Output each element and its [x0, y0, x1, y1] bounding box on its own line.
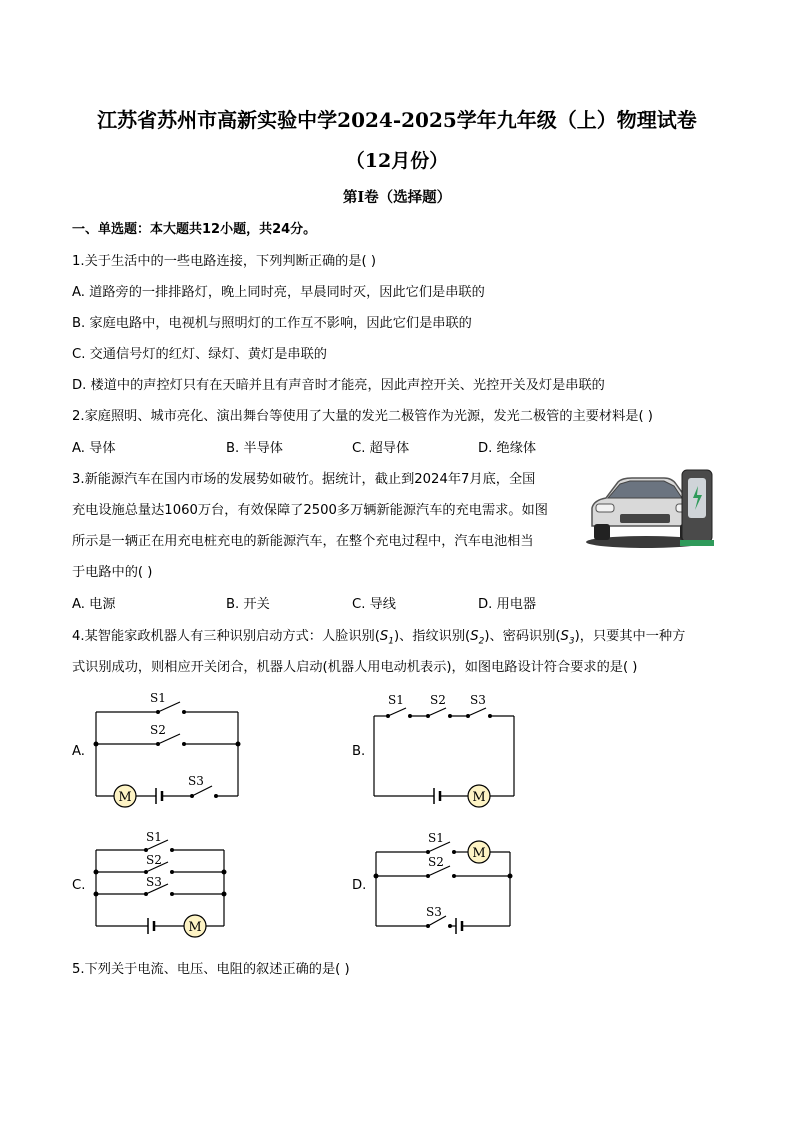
q2-option-c: C. 超导体	[352, 441, 410, 456]
q1-option-d: D. 楼道中的声控灯只有在天暗并且有声音时才能亮，因此声控开关、光控开关及灯是串联的	[72, 378, 605, 393]
switch-s3-label: S3	[470, 693, 486, 707]
switch-contact	[144, 848, 148, 852]
motor-label: M	[188, 920, 202, 935]
switch-contact	[144, 870, 148, 874]
switch-s3-label: S3	[146, 875, 162, 889]
q4-text-part1: 4.某智能家政机器人有三种识别启动方式：人脸识别(	[72, 629, 380, 644]
q2-stem: 2.家庭照明、城市亮化、演出舞台等使用了大量的发光二极管作为光源，发光二极管的主要材料是( )	[72, 409, 653, 424]
q4-s1-letter: S	[379, 629, 389, 644]
q4-text-part3: )、密码识别(	[484, 629, 561, 644]
q4-s2-letter: S	[470, 629, 479, 644]
circuit-c	[88, 828, 238, 944]
switch-s2-label: S2	[146, 853, 162, 867]
q4-line-1	[72, 625, 685, 647]
section-heading: 一、单选题：本大题共12小题，共24分。	[72, 222, 317, 237]
switch-contact	[448, 924, 452, 928]
exam-title: 江苏省苏州市高新实验中学2024-2025学年九年级（上）物理试卷	[97, 108, 697, 132]
q4-option-a-label: A.	[72, 744, 85, 759]
motor-label: M	[472, 790, 486, 805]
switch-contact	[448, 714, 452, 718]
junction-dot	[94, 742, 99, 747]
volume-label: 第I卷（选择题）	[342, 189, 452, 206]
junction-dot	[374, 874, 379, 879]
q4-option-c-label: C.	[72, 878, 86, 893]
switch-s2-label: S2	[428, 855, 444, 869]
switch-contact	[386, 714, 390, 718]
car-headlight-left	[596, 504, 614, 512]
junction-dot	[94, 870, 99, 875]
charging-pile-base	[680, 540, 714, 546]
switch-contact	[452, 850, 456, 854]
q4-s1-sub: 1	[388, 636, 394, 647]
switch-contact	[452, 874, 456, 878]
junction-dot	[222, 870, 227, 875]
q3-option-d: D. 用电器	[478, 597, 537, 612]
q4-s3-sub: 3	[568, 636, 575, 647]
switch-contact	[156, 742, 160, 746]
ev-charging-illustration	[584, 464, 724, 550]
switch-s1-label: S1	[388, 693, 404, 707]
q3-line-3: 所示是一辆正在用充电桩充电的新能源汽车，在整个充电过程中，汽车电池相当	[72, 534, 534, 549]
q4-s1-symbol	[379, 629, 394, 647]
q5-stem: 5.下列关于电流、电压、电阻的叙述正确的是( )	[72, 962, 350, 977]
switch-contact	[408, 714, 412, 718]
q1-stem: 1.关于生活中的一些电路连接，下列判断正确的是( )	[72, 254, 376, 269]
exam-title-month: （12月份）	[345, 150, 449, 172]
q1-option-b: B. 家庭电路中，电视机与照明灯的工作互不影响，因此它们是串联的	[72, 316, 472, 331]
switch-contact	[466, 714, 470, 718]
switch-contact	[426, 714, 430, 718]
switch-contact	[426, 874, 430, 878]
junction-dot	[236, 742, 241, 747]
switch-contact	[170, 892, 174, 896]
switch-contact	[182, 742, 186, 746]
junction-dot	[508, 874, 513, 879]
junction-dot	[222, 892, 227, 897]
q4-text-part2: )、指纹识别(	[393, 629, 471, 644]
q4-s2-sub: 2	[478, 636, 485, 647]
q3-line-4: 于电路中的( )	[72, 565, 153, 580]
q3-option-a: A. 电源	[72, 597, 116, 612]
q2-option-a: A. 导体	[72, 441, 116, 456]
q3-line-2: 充电设施总量达1060万台，有效保障了2500多万辆新能源汽车的充电需求。如图	[72, 503, 548, 518]
switch-contact	[426, 850, 430, 854]
motor-label: M	[118, 790, 132, 805]
switch-contact	[156, 710, 160, 714]
q3-option-c: C. 导线	[352, 597, 396, 612]
switch-contact	[170, 870, 174, 874]
circuit-d	[368, 828, 528, 944]
switch-contact	[426, 924, 430, 928]
q1-option-a: A. 道路旁的一排排路灯，晚上同时亮，早晨同时灭，因此它们是串联的	[72, 285, 485, 300]
switch-contact	[488, 714, 492, 718]
switch-contact	[144, 892, 148, 896]
switch-s3-label: S3	[188, 774, 204, 788]
car-wheel-left	[594, 524, 610, 540]
q4-s2-symbol	[470, 629, 485, 647]
q2-option-b: B. 半导体	[226, 441, 283, 456]
q3-option-b: B. 开关	[226, 597, 270, 612]
q4-text-part4: )，只要其中一种方	[574, 629, 686, 644]
switch-s2-label: S2	[150, 723, 166, 737]
q4-line-2: 式识别成功，则相应开关闭合，机器人启动(机器人用电动机表示)，如图电路设计符合要求的是( )	[72, 660, 638, 675]
switch-s2-label: S2	[430, 693, 446, 707]
switch-s1-label: S1	[428, 831, 444, 845]
q4-option-d-label: D.	[352, 878, 367, 893]
junction-dot	[94, 892, 99, 897]
motor-label: M	[472, 846, 486, 861]
switch-s1-label: S1	[150, 691, 166, 705]
circuit-b	[368, 688, 528, 810]
q3-line-1: 3.新能源汽车在国内市场的发展势如破竹。据统计，截止到2024年7月底，全国	[72, 472, 536, 487]
switch-contact	[190, 794, 194, 798]
q4-option-b-label: B.	[352, 744, 366, 759]
switch-s1-label: S1	[146, 830, 162, 844]
q4-s3-letter: S	[560, 629, 569, 644]
car-grille	[620, 514, 670, 523]
circuit-a	[88, 686, 248, 810]
switch-contact	[170, 848, 174, 852]
switch-contact	[214, 794, 218, 798]
q1-option-c: C. 交通信号灯的红灯、绿灯、黄灯是串联的	[72, 347, 327, 362]
switch-contact	[182, 710, 186, 714]
switch-s3-label: S3	[426, 905, 442, 919]
q2-option-d: D. 绝缘体	[478, 441, 537, 456]
q4-s3-symbol	[560, 629, 575, 647]
